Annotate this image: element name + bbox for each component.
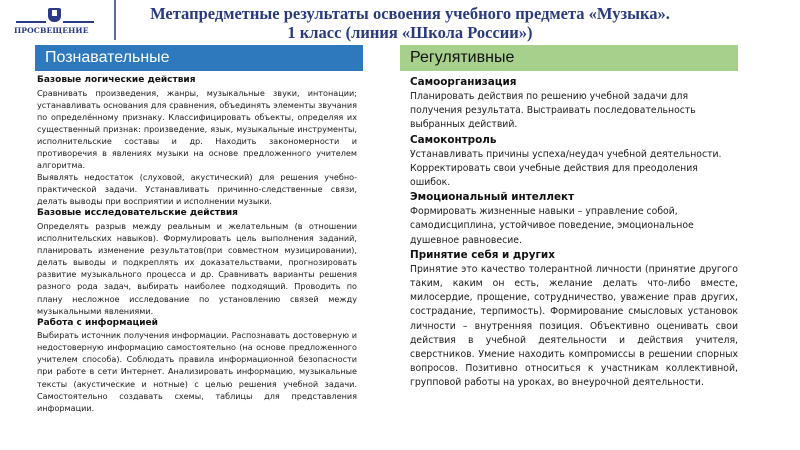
page-title [150,4,670,42]
title-line-1: Метапредметные результаты освоения учебного предмета «Музыка». [150,4,670,23]
prosveshchenie-logo [14,8,94,38]
section-text-logical-2: Выявлять недостаток (слуховой, акустический) для решения учебно-практической задачи. Устанавливать причинно-следственные связи, делать выводы при восприятии и исполнении музыки. [37,172,357,207]
cognitive-header: Познавательные [35,45,363,71]
section-heading-acceptance: Принятие себя и других [410,248,555,261]
section-heading-logical: Базовые логические действия [37,75,196,85]
section-text-information: Выбирать источник получения информации. Распознавать достоверную и недостоверную информацию самостоятельно (на основе предложенного учителем способа). Соблюдать правила информационной безопасности при работе в сети Интернет. Анализировать информацию, музыкальные тексты (акустические и нотные) с целью решения учебной задачи. Самостоятельно создавать схемы, таблицы для представления информации. [37,330,357,413]
header-divider [114,0,116,40]
logo-line-left [16,21,46,23]
section-text-research: Определять разрыв между реальным и желательным (в отношении исполнительских навыков). Формулировать цель выполнения заданий, планировать изменение результатов(при совместном музицировании), делать выводы и подкреплять их доказательствами, прогнозировать развитие музыкального процесса и др. Сравнивать варианты решения разного рода задач, выбирать наиболее подходящий. Проводить по плану несложное исследование по установлению связей между музыкальными явлениями. [37,220,357,316]
section-text-acceptance: Принятие это качество толерантной личности (принятие другого таким, каким он есть, желание делать что-либо вместе, милосердие, прощение, сотрудничество, уважение прав других, сострадание, терпимость). Формирование смысловых установок личности – внутренняя позиция. Объективно оценивать свои действия в учебной деятельности и действия учителя, сверстников. Умение находить компромиссы в решении спорных вопросов. Позитивно относиться к участникам коллективной, групповой работы на уроках, во внеурочной деятельности. [410,263,738,389]
cognitive-column [37,74,357,414]
section-heading-information: Работа с информацией [37,317,158,328]
section-heading-self-organization: Самоорганизация [410,76,517,88]
regulatory-column [410,75,738,391]
section-heading-self-control: Самоконтроль [410,133,497,146]
section-heading-emotional-intelligence: Эмоциональный интеллект [410,191,575,204]
logo-emblem-icon [48,8,61,22]
logo-text: ПРОСВЕЩЕНИЕ [14,26,89,35]
section-text-self-organization: Планировать действия по решению учебной задачи для получения результата. Выстраивать последовательность выбранных действий. [410,91,696,131]
title-line-2: 1 класс (линия «Школа России») [287,23,533,42]
section-text-logical-1: Сравнивать произведения, жанры, музыкальные звуки, интонации; устанавливать основания для сравнения, объединять элементы звучания по определённому признаку. Классифицировать объекты, определяя их существенный признак: произведение, язык, музыкальные инструменты, исполнительские составы и др. Находить закономерности и противоречия в явлениях музыки на основе предложенного учителем алгоритма. [37,87,357,171]
section-text-emotional-intelligence: Формировать жизненные навыки – управление собой, самодисциплина, устойчивое поведение, эмоциональное душевное равновесие. [410,206,694,246]
section-heading-research: Базовые исследовательские действия [37,208,238,219]
regulatory-header: Регулятивные [400,45,738,71]
section-text-self-control: Устанавливать причины успеха/неудач учебной деятельности. Корректировать свои учебные действия для преодоления ошибок. [410,148,722,189]
logo-line-right [63,21,94,23]
